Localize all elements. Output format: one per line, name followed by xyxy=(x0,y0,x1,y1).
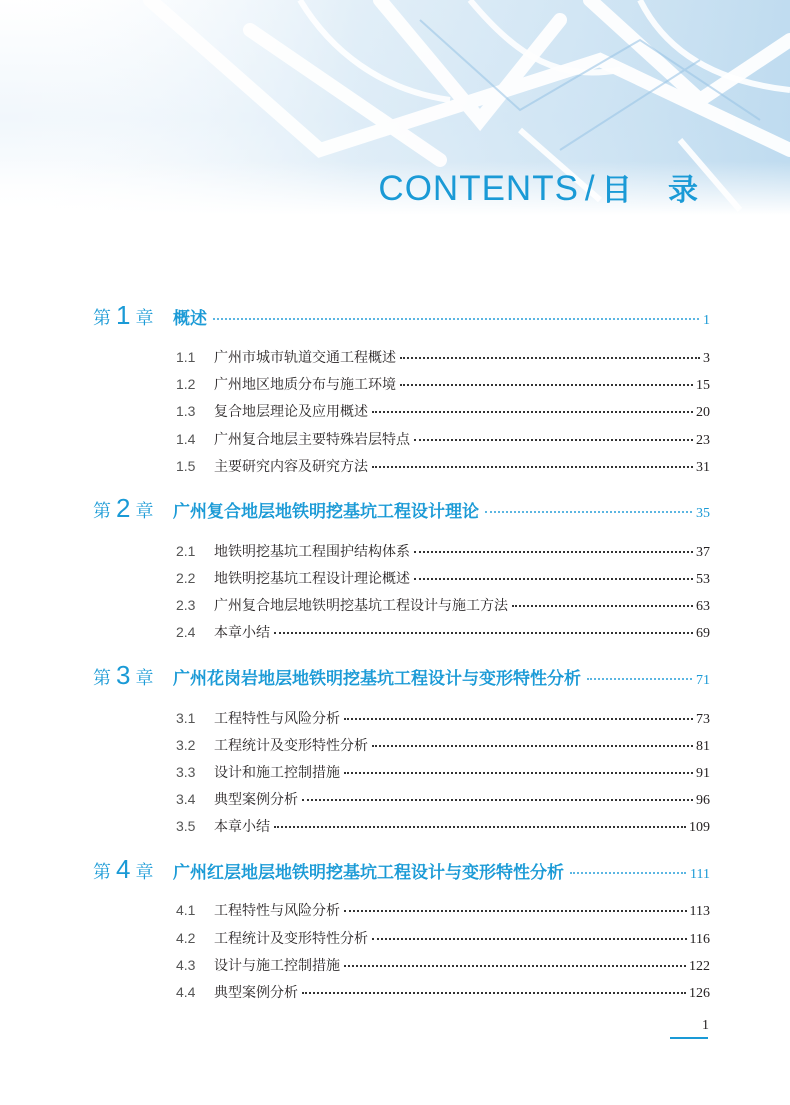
toc-section[interactable] xyxy=(176,622,710,642)
toc-section[interactable] xyxy=(176,735,710,755)
chapter-label: 第 4 章 xyxy=(93,854,154,884)
section-number: 3.1 xyxy=(176,710,196,726)
dot-leader xyxy=(414,439,693,441)
page-title xyxy=(378,165,712,209)
title-separator: / xyxy=(584,169,596,208)
toc-chapter-1[interactable] xyxy=(93,300,710,331)
dot-leader xyxy=(372,938,687,940)
section-page: 113 xyxy=(689,904,710,919)
dot-leader xyxy=(414,578,693,580)
section-title: 典型案例分析 xyxy=(214,985,298,1001)
chapter-label: 第 3 章 xyxy=(93,660,154,690)
chapter-page: 111 xyxy=(690,867,710,882)
toc-chapter-4[interactable] xyxy=(93,854,710,885)
section-title: 工程统计及变形特性分析 xyxy=(214,738,368,754)
section-title: 广州复合地层地铁明挖基坑工程设计与施工方法 xyxy=(214,598,508,614)
section-page: 53 xyxy=(696,572,710,587)
toc-section[interactable] xyxy=(176,595,710,615)
section-title: 广州复合地层主要特殊岩层特点 xyxy=(214,432,410,448)
chapter-label: 第 1 章 xyxy=(93,300,154,330)
section-title: 本章小结 xyxy=(214,819,270,835)
section-number: 1.3 xyxy=(176,403,196,419)
toc-section[interactable] xyxy=(176,374,710,394)
section-number: 2.3 xyxy=(176,597,196,613)
section-number: 4.2 xyxy=(176,930,196,946)
section-page: 96 xyxy=(696,793,710,808)
chapter-title: 广州红层地层地铁明挖基坑工程设计与变形特性分析 xyxy=(173,863,564,883)
section-title: 复合地层理论及应用概述 xyxy=(214,404,368,420)
toc-section[interactable] xyxy=(176,816,710,836)
dot-leader xyxy=(485,511,692,513)
section-page: 126 xyxy=(689,986,710,1001)
dot-leader xyxy=(587,678,692,680)
chapter-page: 35 xyxy=(696,506,710,521)
dot-leader xyxy=(372,411,693,413)
page-number-rule xyxy=(670,1037,708,1039)
section-title: 本章小结 xyxy=(214,625,270,641)
chapter-title: 广州复合地层地铁明挖基坑工程设计理论 xyxy=(173,502,479,522)
toc-chapter-2[interactable] xyxy=(93,493,710,524)
section-page: 31 xyxy=(696,460,710,475)
toc-section[interactable] xyxy=(176,708,710,728)
section-page: 109 xyxy=(689,820,710,835)
dot-leader xyxy=(302,799,693,801)
section-number: 4.4 xyxy=(176,984,196,1000)
dot-leader xyxy=(344,718,693,720)
chapter-page: 71 xyxy=(696,673,710,688)
section-page: 37 xyxy=(696,545,710,560)
toc-section[interactable] xyxy=(176,900,710,920)
section-page: 20 xyxy=(696,405,710,420)
section-page: 81 xyxy=(696,739,710,754)
section-number: 2.2 xyxy=(176,570,196,586)
section-page: 3 xyxy=(703,351,710,366)
section-number: 1.2 xyxy=(176,376,196,392)
section-title: 设计和施工控制措施 xyxy=(214,765,340,781)
dot-leader xyxy=(372,745,693,747)
section-number: 3.4 xyxy=(176,791,196,807)
chapter-label: 第 2 章 xyxy=(93,493,154,523)
section-page: 122 xyxy=(689,959,710,974)
section-number: 1.1 xyxy=(176,349,196,365)
section-page: 15 xyxy=(696,378,710,393)
header-banner xyxy=(0,0,790,215)
toc-section[interactable] xyxy=(176,928,710,948)
toc-section[interactable] xyxy=(176,982,710,1002)
toc-chapter-3[interactable] xyxy=(93,660,710,691)
section-number: 3.2 xyxy=(176,737,196,753)
page-number: 1 xyxy=(702,1018,709,1033)
toc-section[interactable] xyxy=(176,955,710,975)
title-english: CONTENTS xyxy=(378,169,579,208)
title-chinese: 目 录 xyxy=(601,174,712,207)
section-title: 设计与施工控制措施 xyxy=(214,958,340,974)
toc-section[interactable] xyxy=(176,401,710,421)
section-page: 23 xyxy=(696,433,710,448)
section-number: 2.4 xyxy=(176,624,196,640)
toc-section[interactable] xyxy=(176,789,710,809)
section-page: 63 xyxy=(696,599,710,614)
toc-section[interactable] xyxy=(176,762,710,782)
section-title: 主要研究内容及研究方法 xyxy=(214,459,368,475)
section-page: 91 xyxy=(696,766,710,781)
section-title: 地铁明挖基坑工程设计理论概述 xyxy=(214,571,410,587)
dot-leader xyxy=(512,605,693,607)
dot-leader xyxy=(274,632,693,634)
chapter-title: 概述 xyxy=(173,309,207,329)
section-number: 3.3 xyxy=(176,764,196,780)
section-title: 地铁明挖基坑工程围护结构体系 xyxy=(214,544,410,560)
section-number: 1.4 xyxy=(176,431,196,447)
dot-leader xyxy=(344,965,686,967)
dot-leader xyxy=(414,551,693,553)
section-number: 4.3 xyxy=(176,957,196,973)
section-page: 116 xyxy=(689,932,710,947)
toc-section[interactable] xyxy=(176,429,710,449)
section-title: 工程统计及变形特性分析 xyxy=(214,931,368,947)
dot-leader xyxy=(302,992,686,994)
section-number: 3.5 xyxy=(176,818,196,834)
section-number: 4.1 xyxy=(176,902,196,918)
toc-section[interactable] xyxy=(176,456,710,476)
chapter-page: 1 xyxy=(703,313,710,328)
dot-leader xyxy=(213,318,699,320)
section-title: 广州市城市轨道交通工程概述 xyxy=(214,350,396,366)
dot-leader xyxy=(344,772,693,774)
dot-leader xyxy=(400,384,693,386)
toc-section[interactable] xyxy=(176,541,710,561)
toc-section[interactable] xyxy=(176,347,710,367)
section-page: 69 xyxy=(696,626,710,641)
chapter-title: 广州花岗岩地层地铁明挖基坑工程设计与变形特性分析 xyxy=(173,669,581,689)
dot-leader xyxy=(372,466,693,468)
section-number: 1.5 xyxy=(176,458,196,474)
section-title: 工程特性与风险分析 xyxy=(214,711,340,727)
dot-leader xyxy=(344,910,687,912)
section-title: 广州地区地质分布与施工环境 xyxy=(214,377,396,393)
dot-leader xyxy=(570,872,686,874)
section-title: 典型案例分析 xyxy=(214,792,298,808)
dot-leader xyxy=(400,357,700,359)
toc-section[interactable] xyxy=(176,568,710,588)
section-number: 2.1 xyxy=(176,543,196,559)
section-title: 工程特性与风险分析 xyxy=(214,903,340,919)
section-page: 73 xyxy=(696,712,710,727)
dot-leader xyxy=(274,826,686,828)
